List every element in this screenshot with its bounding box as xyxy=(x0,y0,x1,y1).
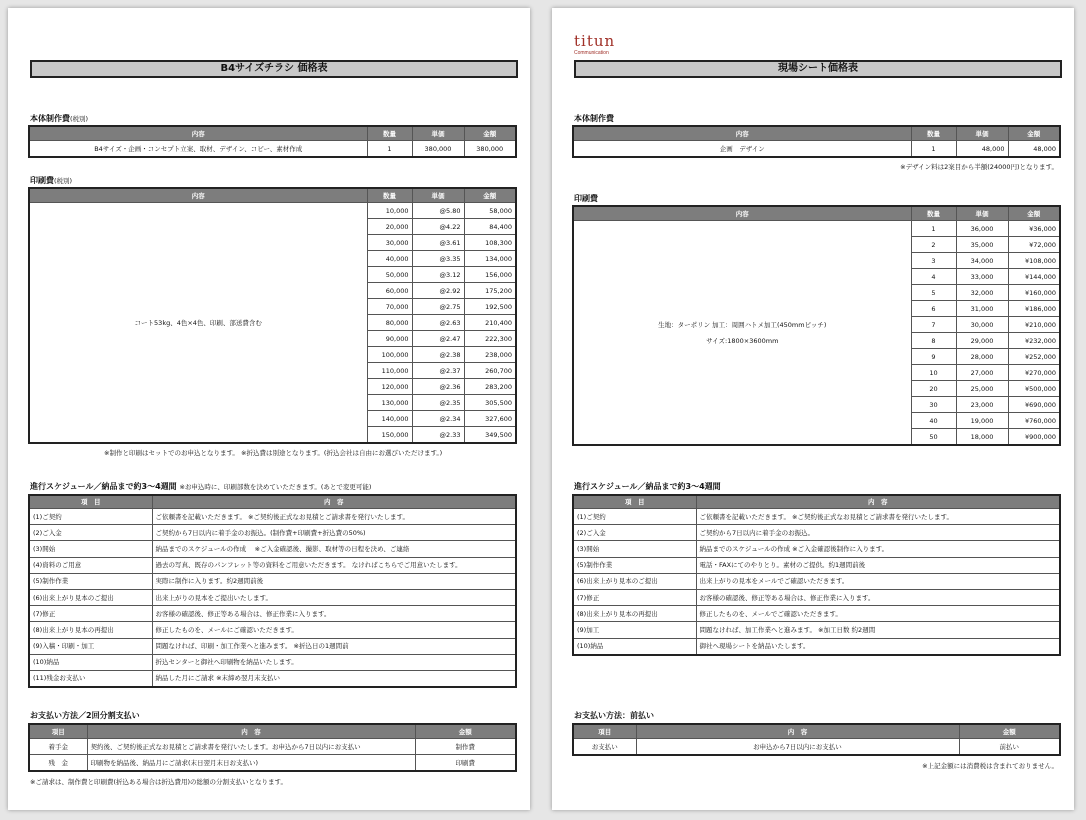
cell-quantity: 140,000 xyxy=(367,411,412,427)
cell-quantity: 40,000 xyxy=(367,251,412,267)
table-header-row xyxy=(29,126,516,141)
payment-detail: 印刷物を納品後、納品月にご請求(末日翌月末日お支払い) xyxy=(87,755,415,772)
cell-unit-price: @3.12 xyxy=(412,267,464,283)
payment-amount: 前払い xyxy=(959,739,1060,756)
cell-unit-price: @2.37 xyxy=(412,363,464,379)
schedule-section-title xyxy=(30,482,371,492)
cell-amount: ¥690,000 xyxy=(1008,397,1060,413)
cell-quantity: 150,000 xyxy=(367,427,412,444)
cell-quantity: 30 xyxy=(911,397,956,413)
printing-section-title: 印刷費 xyxy=(574,194,598,203)
table-header-row xyxy=(573,495,1060,509)
header-cell: 内容 xyxy=(573,126,911,141)
schedule-subnote: ※お申込時に、印刷部数を決めていただきます。(あとで変更可能) xyxy=(179,483,372,491)
schedule-step: (6)出来上がり見本のご提出 xyxy=(573,573,696,589)
payment-item: お支払い xyxy=(573,739,636,756)
cell-quantity: 20,000 xyxy=(367,219,412,235)
logo-wordmark: titun xyxy=(574,32,616,50)
schedule-detail: 納品までのスケジュールの作成 ※ご入金確認後、撮影、取材等の日程を決め、ご連絡 xyxy=(152,541,516,557)
cell-unit-price: @2.92 xyxy=(412,283,464,299)
cell-amount: 327,600 xyxy=(464,411,516,427)
schedule-detail: 問題なければ、加工作業へと進みます。 ※加工日数 約2週間 xyxy=(696,622,1060,638)
cell-unit-price: 25,000 xyxy=(956,381,1008,397)
print-description-cell: コート53kg、4色×4色、印刷、部送費含む xyxy=(29,203,367,444)
cell-amount: 222,300 xyxy=(464,331,516,347)
cell-quantity: 30,000 xyxy=(367,235,412,251)
printing-table xyxy=(28,187,517,444)
header-cell: 内 容 xyxy=(87,724,415,739)
schedule-detail: ご契約から7日以内に着手金のお振込。 xyxy=(696,525,1060,541)
cell-quantity: 60,000 xyxy=(367,283,412,299)
cell-amount: ¥36,000 xyxy=(1008,221,1060,237)
cell-quantity: 120,000 xyxy=(367,379,412,395)
page-title: 現場シート価格表 xyxy=(574,60,1062,78)
table-row xyxy=(573,541,1060,557)
cell-quantity: 100,000 xyxy=(367,347,412,363)
table-row xyxy=(29,739,516,755)
schedule-step: (2)ご入金 xyxy=(29,525,152,541)
schedule-detail: 過去の写真、既存のパンフレット等の資料をご用意いただきます。 なければこちらでご用意いたします。 xyxy=(152,557,516,573)
payment-table xyxy=(572,723,1061,756)
company-logo xyxy=(574,34,615,56)
table-row xyxy=(29,141,516,158)
cell-amount: ¥108,000 xyxy=(1008,253,1060,269)
payment-amount: 印刷費 xyxy=(415,755,516,772)
payment-table xyxy=(28,723,517,772)
cell-unit-price: 29,000 xyxy=(956,333,1008,349)
cell-quantity: 110,000 xyxy=(367,363,412,379)
schedule-detail: 実際に制作に入ります。約2週間前後 xyxy=(152,573,516,589)
production-table xyxy=(28,125,517,158)
header-cell: 金額 xyxy=(415,724,516,739)
table-row xyxy=(29,589,516,605)
header-cell: 金額 xyxy=(1008,206,1060,221)
cell-quantity: 40 xyxy=(911,413,956,429)
table-header-row xyxy=(29,724,516,739)
schedule-step: (1)ご契約 xyxy=(573,509,696,525)
cell-amount: 305,500 xyxy=(464,395,516,411)
header-cell: 単価 xyxy=(412,126,464,141)
schedule-step: (6)出来上がり見本のご提出 xyxy=(29,589,152,605)
table-header-row xyxy=(573,126,1060,141)
header-cell: 数量 xyxy=(367,188,412,203)
printing-section-title xyxy=(30,176,72,186)
schedule-detail: ご依頼書を記載いただきます。 ※ご契約後正式なお見積とご請求書を発行いたします。 xyxy=(696,509,1060,525)
material-description: 生地：ターポリン 加工：周囲ハトメ加工(450mmピッチ) xyxy=(658,320,827,329)
cell-description: B4サイズ・企画・コンセプト立案、取材、デザイン、コピー、素材作成 xyxy=(29,141,367,158)
header-cell: 数量 xyxy=(911,126,956,141)
schedule-detail: 御社へ現場シートを納品いたします。 xyxy=(696,638,1060,655)
schedule-detail: 問題なければ、印刷・加工作業へと進みます。 ※折込日の1週間前 xyxy=(152,638,516,654)
cell-unit-price: @2.75 xyxy=(412,299,464,315)
cell-amount: 175,200 xyxy=(464,283,516,299)
cell-amount: ¥900,000 xyxy=(1008,429,1060,446)
header-cell: 単価 xyxy=(956,206,1008,221)
schedule-section-title: 進行スケジュール／納品まで約3～4週間 xyxy=(574,482,721,491)
schedule-step: (8)出来上がり見本の再提出 xyxy=(573,606,696,622)
cell-amount: 108,300 xyxy=(464,235,516,251)
production-table xyxy=(572,125,1061,158)
header-cell: 項 目 xyxy=(29,495,152,509)
cell-quantity: 10,000 xyxy=(367,203,412,219)
schedule-step: (9)入稿・印刷・加工 xyxy=(29,638,152,654)
cell-quantity: 70,000 xyxy=(367,299,412,315)
cell-unit-price: 34,000 xyxy=(956,253,1008,269)
payment-section-title: お支払い方法／2回分割支払い xyxy=(30,711,140,720)
schedule-detail: 出来上がりの見本をご提出いたします。 xyxy=(152,589,516,605)
payment-detail: 契約後、ご契約後正式なお見積とご請求書を発行いたします。お申込から7日以内にお支払い xyxy=(87,739,415,755)
cell-quantity: 5 xyxy=(911,285,956,301)
production-section-title: 本体制作費 xyxy=(574,114,614,123)
table-header-row xyxy=(573,206,1060,221)
cell-quantity: 8 xyxy=(911,333,956,349)
cell-unit-price: 48,000 xyxy=(956,141,1008,158)
cell-quantity: 1 xyxy=(911,221,956,237)
table-row xyxy=(29,638,516,654)
table-row xyxy=(573,509,1060,525)
schedule-detail: ご契約から7日以内に着手金のお振込。(制作費+印刷費+折込費の50%) xyxy=(152,525,516,541)
header-cell: 金額 xyxy=(464,126,516,141)
table-row xyxy=(29,573,516,589)
cell-unit-price: 32,000 xyxy=(956,285,1008,301)
cell-amount: 260,700 xyxy=(464,363,516,379)
header-cell: 項 目 xyxy=(573,495,696,509)
cell-unit-price: @2.34 xyxy=(412,411,464,427)
cell-quantity: 3 xyxy=(911,253,956,269)
cell-unit-price: 27,000 xyxy=(956,365,1008,381)
cell-amount: 156,000 xyxy=(464,267,516,283)
cell-amount: 349,500 xyxy=(464,427,516,444)
cell-amount: 58,000 xyxy=(464,203,516,219)
cell-amount: ¥252,000 xyxy=(1008,349,1060,365)
table-header-row xyxy=(573,724,1060,739)
schedule-step: (5)制作作業 xyxy=(29,573,152,589)
header-cell: 項目 xyxy=(29,724,87,739)
payment-detail: お申込から7日以内にお支払い xyxy=(636,739,959,756)
schedule-step: (11)残金お支払い xyxy=(29,670,152,687)
production-title-suffix: (税別) xyxy=(70,115,89,123)
printing-title-suffix: (税別) xyxy=(54,177,73,185)
cell-quantity: 2 xyxy=(911,237,956,253)
print-description-cell xyxy=(573,221,911,446)
cell-unit-price: @2.38 xyxy=(412,347,464,363)
cell-amount: 210,400 xyxy=(464,315,516,331)
schedule-detail: 出来上がりの見本をメールでご確認いただきます。 xyxy=(696,573,1060,589)
cell-amount: ¥270,000 xyxy=(1008,365,1060,381)
schedule-step: (8)出来上がり見本の再提出 xyxy=(29,622,152,638)
header-cell: 単価 xyxy=(956,126,1008,141)
cell-unit-price: 28,000 xyxy=(956,349,1008,365)
cell-unit-price: @3.61 xyxy=(412,235,464,251)
table-row xyxy=(29,622,516,638)
table-row xyxy=(573,622,1060,638)
table-row xyxy=(29,541,516,557)
cell-amount: ¥160,000 xyxy=(1008,285,1060,301)
schedule-step: (7)修正 xyxy=(573,589,696,605)
schedule-step: (1)ご契約 xyxy=(29,509,152,525)
cell-amount: 134,000 xyxy=(464,251,516,267)
price-sheet-site-sheet xyxy=(552,8,1074,810)
logo-tagline: Communication xyxy=(574,50,609,56)
header-cell: 項目 xyxy=(573,724,636,739)
printing-table xyxy=(572,205,1061,446)
cell-amount: ¥144,000 xyxy=(1008,269,1060,285)
cell-unit-price: 33,000 xyxy=(956,269,1008,285)
schedule-detail: お客様の確認後、修正等ある場合は、修正作業に入ります。 xyxy=(696,589,1060,605)
cell-unit-price: @4.22 xyxy=(412,219,464,235)
cell-amount: 48,000 xyxy=(1008,141,1060,158)
cell-quantity: 90,000 xyxy=(367,331,412,347)
header-cell: 内 容 xyxy=(696,495,1060,509)
table-row xyxy=(29,670,516,687)
schedule-step: (7)修正 xyxy=(29,606,152,622)
printing-title-text: 印刷費 xyxy=(30,176,54,185)
cell-amount: ¥232,000 xyxy=(1008,333,1060,349)
header-cell: 内容 xyxy=(29,126,367,141)
schedule-step: (10)納品 xyxy=(29,654,152,670)
cell-unit-price: 30,000 xyxy=(956,317,1008,333)
schedule-step: (10)納品 xyxy=(573,638,696,655)
header-cell: 内容 xyxy=(573,206,911,221)
cell-amount: 238,000 xyxy=(464,347,516,363)
schedule-detail: 折込センターと御社へ印刷物を納品いたします。 xyxy=(152,654,516,670)
cell-unit-price: @3.35 xyxy=(412,251,464,267)
table-row xyxy=(573,141,1060,158)
schedule-table xyxy=(28,494,517,688)
table-row xyxy=(573,221,1060,237)
schedule-detail: お客様の確認後、修正等ある場合は、修正作業に入ります。 xyxy=(152,606,516,622)
payment-note: ※上記金額には消費税は含まれておりません。 xyxy=(922,762,1058,770)
size-description: サイズ:1800×3600mm xyxy=(706,336,779,345)
cell-quantity: 6 xyxy=(911,301,956,317)
table-row xyxy=(573,525,1060,541)
cell-amount: ¥500,000 xyxy=(1008,381,1060,397)
production-section-title xyxy=(30,114,88,124)
header-cell: 数量 xyxy=(367,126,412,141)
table-row xyxy=(29,509,516,525)
table-row xyxy=(573,557,1060,573)
cell-unit-price: @2.35 xyxy=(412,395,464,411)
cell-quantity: 1 xyxy=(911,141,956,158)
cell-quantity: 50,000 xyxy=(367,267,412,283)
cell-quantity: 7 xyxy=(911,317,956,333)
payment-amount: 制作費 xyxy=(415,739,516,755)
cell-amount: ¥210,000 xyxy=(1008,317,1060,333)
page-title: B4サイズチラシ 価格表 xyxy=(30,60,518,78)
schedule-detail: 納品までのスケジュールの作成 ※ご入金確認後制作に入ります。 xyxy=(696,541,1060,557)
schedule-detail: 修正したものを、メールでご確認いただきます。 xyxy=(696,606,1060,622)
payment-note: ※ご請求は、制作費と印刷費(折込ある場合は折込費用)の総額の分割支払いとなります。 xyxy=(30,778,287,786)
schedule-detail: ご依頼書を記載いただきます。 ※ご契約後正式なお見積とご請求書を発行いたします。 xyxy=(152,509,516,525)
table-row xyxy=(573,589,1060,605)
header-cell: 金額 xyxy=(1008,126,1060,141)
cell-quantity: 1 xyxy=(367,141,412,158)
header-cell: 金額 xyxy=(464,188,516,203)
cell-unit-price: 18,000 xyxy=(956,429,1008,446)
cell-unit-price: @2.47 xyxy=(412,331,464,347)
table-row xyxy=(29,755,516,772)
cell-amount: ¥72,000 xyxy=(1008,237,1060,253)
schedule-detail: 修正したものを、メールにご確認いただきます。 xyxy=(152,622,516,638)
cell-quantity: 80,000 xyxy=(367,315,412,331)
cell-amount: 380,000 xyxy=(464,141,516,158)
cell-unit-price: 19,000 xyxy=(956,413,1008,429)
header-cell: 内 容 xyxy=(152,495,516,509)
table-row xyxy=(29,557,516,573)
schedule-title-text: 進行スケジュール／納品まで約3～4週間 xyxy=(30,482,177,491)
schedule-step: (5)制作作業 xyxy=(573,557,696,573)
cell-amount: 192,500 xyxy=(464,299,516,315)
table-header-row xyxy=(29,188,516,203)
cell-amount: 283,200 xyxy=(464,379,516,395)
schedule-step: (3)開始 xyxy=(29,541,152,557)
payment-item: 着手金 xyxy=(29,739,87,755)
cell-unit-price: @2.33 xyxy=(412,427,464,444)
table-row xyxy=(29,606,516,622)
schedule-step: (2)ご入金 xyxy=(573,525,696,541)
cell-quantity: 10 xyxy=(911,365,956,381)
production-title-text: 本体制作費 xyxy=(30,114,70,123)
header-cell: 内 容 xyxy=(636,724,959,739)
cell-unit-price: @2.36 xyxy=(412,379,464,395)
schedule-detail: 電話・FAXにてのやりとり。素材のご提供。約1週間前後 xyxy=(696,557,1060,573)
cell-unit-price: 380,000 xyxy=(412,141,464,158)
cell-amount: ¥760,000 xyxy=(1008,413,1060,429)
schedule-table xyxy=(572,494,1061,656)
cell-quantity: 130,000 xyxy=(367,395,412,411)
table-row xyxy=(29,654,516,670)
cell-unit-price: 36,000 xyxy=(956,221,1008,237)
cell-quantity: 20 xyxy=(911,381,956,397)
cell-quantity: 9 xyxy=(911,349,956,365)
header-cell: 金額 xyxy=(959,724,1060,739)
schedule-step: (4)資料のご用意 xyxy=(29,557,152,573)
table-row xyxy=(573,606,1060,622)
table-row xyxy=(29,525,516,541)
printing-note: ※制作と印刷はセットでのお申込となります。 ※折込費は別途となります。(折込会社は自由にお選びいただけます。) xyxy=(104,449,443,457)
table-row xyxy=(573,739,1060,756)
schedule-step: (3)開始 xyxy=(573,541,696,557)
cell-quantity: 4 xyxy=(911,269,956,285)
cell-amount: ¥186,000 xyxy=(1008,301,1060,317)
cell-quantity: 50 xyxy=(911,429,956,446)
cell-description: 企画 デザイン xyxy=(573,141,911,158)
cell-unit-price: 23,000 xyxy=(956,397,1008,413)
header-cell: 数量 xyxy=(911,206,956,221)
table-row xyxy=(573,573,1060,589)
payment-section-title: お支払い方法：前払い xyxy=(574,711,654,720)
header-cell: 内容 xyxy=(29,188,367,203)
cell-unit-price: @2.63 xyxy=(412,315,464,331)
table-row xyxy=(29,203,516,219)
cell-unit-price: 35,000 xyxy=(956,237,1008,253)
production-note: ※デザイン料は2案目から半額(24000円)となります。 xyxy=(900,163,1058,171)
cell-unit-price: 31,000 xyxy=(956,301,1008,317)
schedule-step: (9)加工 xyxy=(573,622,696,638)
cell-amount: 84,400 xyxy=(464,219,516,235)
header-cell: 単価 xyxy=(412,188,464,203)
schedule-detail: 納品した月にご請求 ※末締め翌月末支払い xyxy=(152,670,516,687)
cell-unit-price: @5.80 xyxy=(412,203,464,219)
payment-item: 残 金 xyxy=(29,755,87,772)
table-row xyxy=(573,638,1060,655)
table-header-row xyxy=(29,495,516,509)
price-sheet-b4-flyer xyxy=(8,8,530,810)
